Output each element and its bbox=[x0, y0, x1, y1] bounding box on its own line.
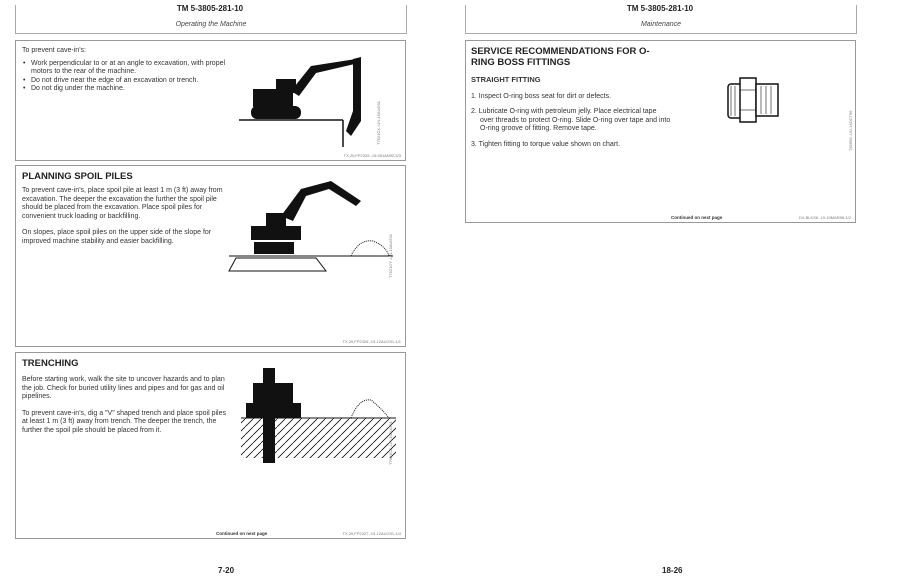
figure-id: T7621CY -UN-15AUG91 bbox=[388, 234, 393, 278]
section-title: Maintenance bbox=[640, 21, 682, 28]
section-title: Operating the Machine bbox=[175, 21, 247, 28]
intro: To prevent cave-in's: bbox=[22, 47, 86, 54]
paragraph: To prevent cave-in's, place spoil pile at least 1 m (3 ft) away from excavation. The deeper the excavation the further the spoil pile should be placed from the excavation. Place spoil piles for convenient truck loading or backfilling. bbox=[22, 187, 223, 220]
trenching-block bbox=[15, 352, 406, 539]
doc-number: TM 5-3805-281-10 bbox=[176, 4, 244, 13]
paragraph: To prevent cave-in's, dig a "V" shaped trench and place spoil piles at least 1 m (3 ft) away from trench. The deeper the trench, the further the spoil pile should be placed from it. bbox=[22, 409, 226, 434]
reference-code: DX,BLKS6 -19-19MAR96-1/2 bbox=[798, 215, 851, 220]
page-number: 7-20 bbox=[218, 566, 235, 575]
reference-code: TX,20,FP2327 -19-12AUG91-1/4 bbox=[342, 531, 401, 536]
block-title: TRENCHING bbox=[22, 358, 79, 369]
step: 3. Tighten fitting to torque value shown on chart. bbox=[471, 140, 621, 148]
spoil-text bbox=[22, 171, 227, 255]
reference-code: TX,20,FP2325 -19-09JAN92-5/3 bbox=[343, 153, 401, 158]
section-header bbox=[465, 5, 857, 34]
spoil-pile-illustration bbox=[221, 171, 396, 281]
o-ring-text bbox=[471, 46, 671, 157]
bullet: • Work perpendicular to or at an angle to excavation, with propel motors to the rear of the machine. bbox=[31, 60, 232, 77]
trench-illustration bbox=[221, 363, 396, 473]
cave-in-block bbox=[15, 40, 406, 161]
block-title: SERVICE RECOMMENDATIONS FOR O-RING BOSS FITTINGS bbox=[471, 46, 650, 68]
figure-id: T7621CX -UN-15AUG91 bbox=[376, 100, 381, 145]
paragraph: Before starting work, walk the site to uncover hazards and to plan the job. Check for buried utility lines and pipes and for gas and oil pipelines. bbox=[22, 376, 225, 401]
block-title: PLANNING SPOIL PILES bbox=[22, 171, 133, 182]
bullet: • Do not drive near the edge of an excavation or trench. bbox=[31, 77, 232, 86]
spoil-piles-block bbox=[15, 165, 406, 347]
trenching-text bbox=[22, 358, 227, 444]
figure-id: T82658 -UN-14OCT96 bbox=[848, 110, 853, 151]
continued-note: Continued on next page bbox=[216, 531, 268, 536]
excavator-edge-illustration bbox=[221, 51, 381, 151]
continued-note: Continued on next page bbox=[671, 215, 723, 220]
block-subtitle: STRAIGHT FITTING bbox=[471, 75, 541, 84]
section-header bbox=[15, 5, 407, 34]
straight-fitting-illustration bbox=[726, 76, 786, 126]
page-number: 18-26 bbox=[662, 566, 683, 575]
reference-code: TX,20,FP2326 -19-12AUG91-1/1 bbox=[342, 339, 401, 344]
step: 1. Inspect O-ring boss seat for dirt or defects. bbox=[471, 92, 612, 100]
paragraph: On slopes, place spoil piles on the upper side of the slope for improved machine stability and easier backfilling. bbox=[22, 229, 212, 245]
doc-number: TM 5-3805-281-10 bbox=[626, 4, 694, 13]
cave-in-text bbox=[22, 47, 232, 94]
bullet: • Do not dig under the machine. bbox=[31, 85, 232, 94]
step: 2. Lubricate O-ring with petroleum jelly. Place electrical tape over threads to protect O-ring. Slide O-ring over tape and into O-ring groove of fitting. Remove tape. bbox=[471, 108, 671, 133]
figure-id: T7621CZ -UN-15AUG91 bbox=[388, 421, 393, 465]
o-ring-block bbox=[465, 40, 856, 223]
